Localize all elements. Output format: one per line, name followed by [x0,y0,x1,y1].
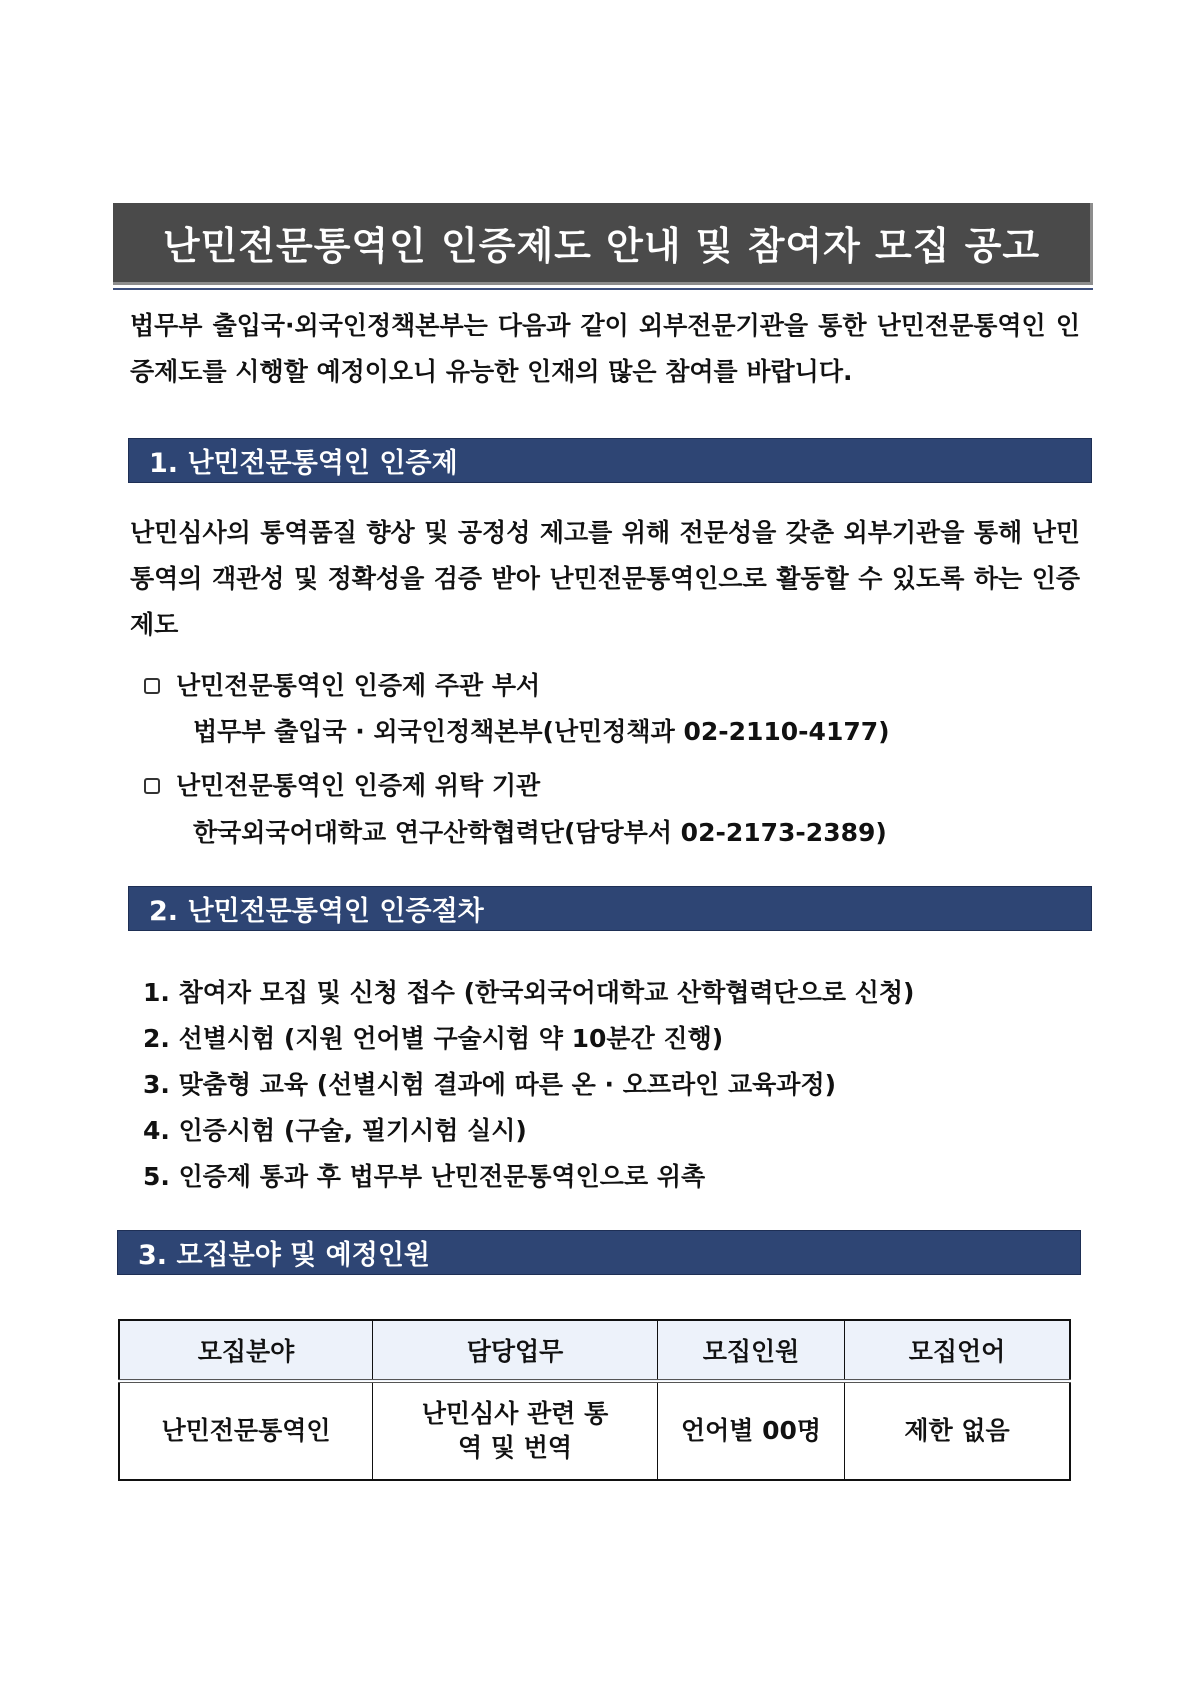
intro-paragraph: 법무부 출입국·외국인정책본부는 다음과 같이 외부전문기관을 통한 난민전문통역인 인증제도를 시행할 예정이오니 유능한 인재의 많은 참여를 바랍니다. [130,311,1080,386]
section1-item-agency-label: 난민전문통역인 인증제 위탁 기관 [176,771,541,800]
table-cell: 난민심사 관련 통역 및 번역 [373,1381,658,1480]
section1-item-agency [144,769,540,803]
procedure-step: 4. 인증시험 (구술, 필기시험 실시) [143,1116,527,1145]
section1-item-host [144,669,540,703]
section1-item-agency-detail: 한국외국어대학교 연구산학협력단(담당부서 02-2173-2389) [193,818,887,847]
procedure-step: 5. 인증제 통과 후 법무부 난민전문통역인으로 위촉 [143,1162,706,1191]
page-title: 난민전문통역인 인증제도 안내 및 참여자 모집 공고 [113,203,1093,285]
table-header-cell: 모집분야 [119,1320,373,1381]
recruitment-table [118,1319,1071,1481]
section1-heading: 1. 난민전문통역인 인증제 [128,438,1092,483]
section3-heading: 3. 모집분야 및 예정인원 [117,1230,1081,1275]
table-header-cell: 모집인원 [658,1320,845,1381]
table-cell: 언어별 00명 [658,1381,845,1480]
table-header-cell: 담당업무 [373,1320,658,1381]
table-cell: 제한 없음 [845,1381,1071,1480]
checkbox-icon [144,778,160,794]
checkbox-icon [144,678,160,694]
procedure-step: 3. 맞춤형 교육 (선별시험 결과에 따른 온 · 오프라인 교육과정) [143,1070,837,1099]
section1-item-host-label: 난민전문통역인 인증제 주관 부서 [176,671,541,700]
table-header-row [119,1320,1070,1381]
title-underline [113,288,1093,290]
section1-description: 난민심사의 통역품질 향상 및 공정성 제고를 위해 전문성을 갖춘 외부기관을 통해 난민통역의 객관성 및 정확성을 검증 받아 난민전문통역인으로 활동할 수 있도록 하는 인증제도 [130,518,1080,639]
procedure-step: 1. 참여자 모집 및 신청 접수 (한국외국어대학교 산학협력단으로 신청) [143,978,915,1007]
procedure-step: 2. 선별시험 (지원 언어별 구술시험 약 10분간 진행) [143,1024,724,1053]
table-header-cell: 모집언어 [845,1320,1071,1381]
table-cell: 난민전문통역인 [119,1381,373,1480]
table-row [119,1381,1070,1480]
section1-item-host-detail: 법무부 출입국 · 외국인정책본부(난민정책과 02-2110-4177) [193,717,890,746]
section2-heading: 2. 난민전문통역인 인증절차 [128,886,1092,931]
